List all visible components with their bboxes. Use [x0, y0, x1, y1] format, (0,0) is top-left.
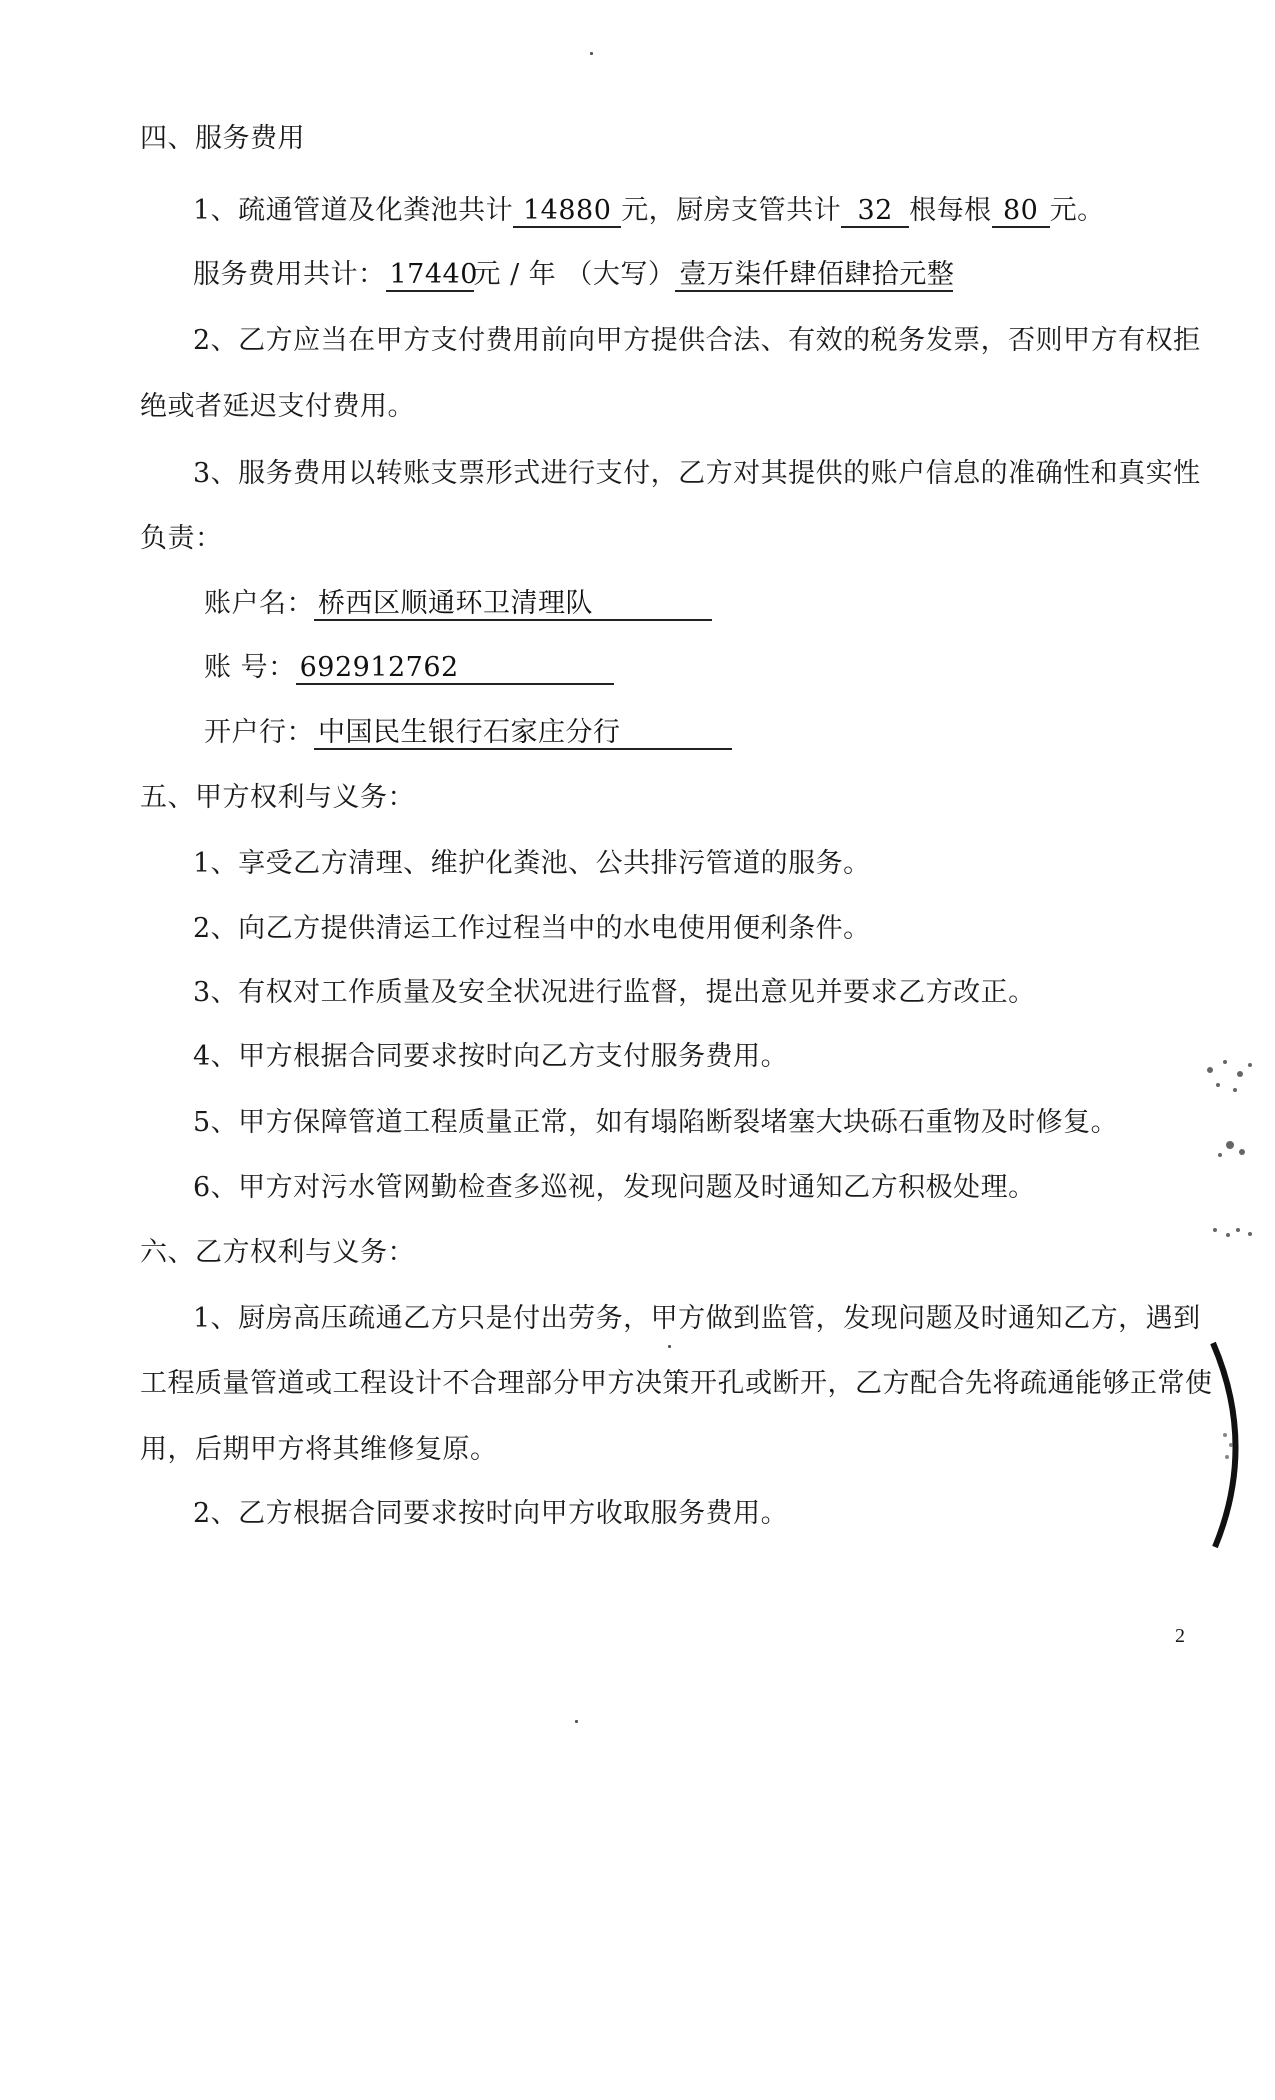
unit-price: 80 — [992, 196, 1050, 228]
section6-item2: 2、乙方根据合同要求按时向甲方收取服务费用。 — [193, 1498, 789, 1529]
seal-stamp-fragment — [1180, 1030, 1275, 1300]
account-no-label: 账 号： — [204, 652, 296, 683]
section6-item1-line2: 工程质量管道或工程设计不合理部分甲方决策开孔或断开，乙方配合先将疏通能够正常使 — [140, 1368, 1213, 1399]
total-amount: 17440 — [386, 260, 474, 292]
fee-suffix: 元。 — [1049, 195, 1105, 226]
section5-item-1: 1、享受乙方清理、维护化粪池、公共排污管道的服务。 — [193, 848, 871, 879]
section5-item-4: 4、甲方根据合同要求按时向乙方支付服务费用。 — [193, 1041, 789, 1072]
fee-mid1: 元，厨房支管共计 — [621, 195, 842, 226]
pipe-amount: 14880 — [513, 196, 621, 228]
branch-count: 32 — [841, 196, 909, 228]
account-name-row — [204, 587, 712, 621]
bank-value: 中国民生银行石家庄分行 — [314, 718, 732, 750]
total-mid: 元 / 年 （大写） — [473, 259, 676, 290]
fee-line-1 — [193, 194, 1105, 228]
section5-item-6: 6、甲方对污水管网勤检查多巡视，发现问题及时通知乙方积极处理。 — [193, 1172, 1036, 1203]
bank-label: 开户行： — [204, 717, 314, 748]
scan-speck — [668, 1345, 671, 1348]
account-name-label: 账户名： — [204, 588, 314, 619]
fee-mid2: 根每根 — [909, 195, 992, 226]
total-amount-words: 壹万柒仟肆佰肆拾元整 — [675, 260, 953, 292]
section4-heading: 四、服务费用 — [140, 123, 305, 154]
section5-item-5: 5、甲方保障管道工程质量正常，如有塌陷断裂堵塞大块砾石重物及时修复。 — [193, 1107, 1119, 1138]
section4-item2-line2: 绝或者延迟支付费用。 — [140, 391, 415, 422]
fee-total-line — [193, 258, 953, 292]
section4-item3-line2: 负责： — [140, 523, 223, 554]
section6-item1-line1: 1、厨房高压疏通乙方只是付出劳务，甲方做到监管，发现问题及时通知乙方，遇到 — [193, 1303, 1201, 1334]
account-no-value: 692912762 — [296, 653, 614, 685]
section4-item3-line1: 3、服务费用以转账支票形式进行支付，乙方对其提供的账户信息的准确性和真实性 — [193, 458, 1201, 489]
section5-heading: 五、甲方权利与义务： — [140, 782, 415, 813]
bank-row — [204, 716, 732, 750]
section5-item-2: 2、向乙方提供清运工作过程当中的水电使用便利条件。 — [193, 913, 871, 944]
section6-heading: 六、乙方权利与义务： — [140, 1237, 415, 1268]
account-name-value: 桥西区顺通环卫清理队 — [314, 589, 712, 621]
section6-item1-line3: 用，后期甲方将其维修复原。 — [140, 1434, 498, 1465]
page-number: 2 — [1175, 1625, 1185, 1647]
scan-speck — [575, 1720, 578, 1723]
account-no-row — [204, 651, 614, 685]
section4-item2-line1: 2、乙方应当在甲方支付费用前向甲方提供合法、有效的税务发票，否则甲方有权拒 — [193, 325, 1201, 356]
scan-speck — [590, 52, 593, 55]
seal-arc-fragment — [1205, 1335, 1265, 1555]
section5-item-3: 3、有权对工作质量及安全状况进行监督，提出意见并要求乙方改正。 — [193, 977, 1036, 1008]
total-prefix: 服务费用共计： — [193, 259, 386, 290]
fee-prefix: 1、疏通管道及化粪池共计 — [193, 195, 514, 226]
